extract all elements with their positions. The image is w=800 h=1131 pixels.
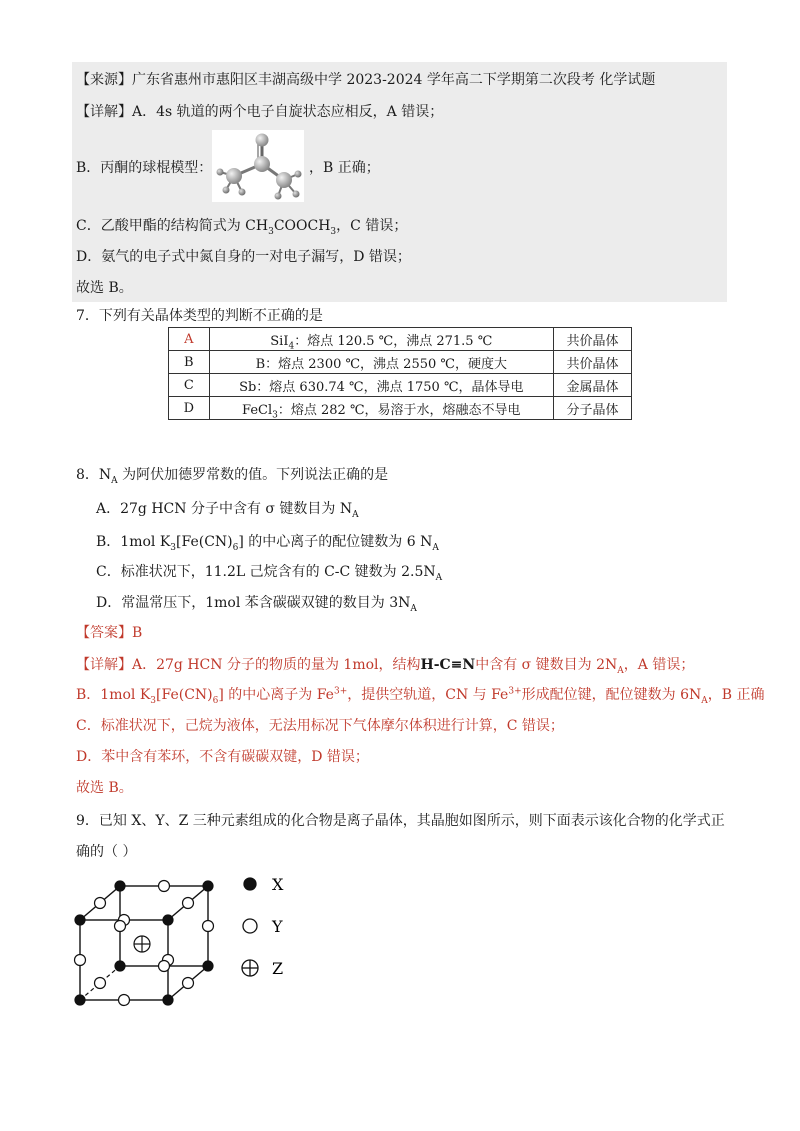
q6-explain-c: C．乙酸甲酯的结构简式为 $CH_3COOCH_3$，C 错误； <box>76 218 408 237</box>
x-ion <box>203 881 213 891</box>
q8-option-c: C．标准状况下，11.2L 己烷含有的 C-C 键数为 $2.5N_A$ <box>96 564 443 583</box>
row-description: FeCl$_3$：熔点 282 ℃，易溶于水，熔融态不导电 <box>209 397 553 420</box>
prev-question-explanation-box <box>72 62 727 302</box>
unit-cell-legend <box>240 872 310 984</box>
q7-question: 7．下列有关晶体类型的判断不正确的是 <box>76 308 323 324</box>
hydrogen-atom <box>275 193 282 200</box>
y-ion <box>159 961 170 972</box>
methyl-carbon-atom <box>226 168 242 184</box>
q8-answer: 【答案】B <box>76 625 143 641</box>
y-ion <box>119 995 130 1006</box>
q9-question-line-1: 9．已知 X、Y、Z 三种元素组成的化合物是离子晶体，其晶胞如图所示，则下面表示该化合物的化学式正 <box>76 813 725 829</box>
legend-y-symbol <box>243 919 257 933</box>
acetone-ball-stick-model <box>212 130 304 202</box>
q8-explain-a: 【详解】A．27g HCN 分子的物质的量为 1mol，结构H-C≡N中含有 σ 键数目为 $2N_A$，A 错误； <box>76 657 695 676</box>
q6-explain-d: D．氨气的电子式中氮自身的一对电子漏写，D 错误； <box>76 249 411 265</box>
unit-cell-diagram <box>72 878 222 1008</box>
hydrogen-atom <box>217 169 224 176</box>
row-description: B：熔点 2300 ℃，沸点 2550 ℃，硬度大 <box>209 351 553 374</box>
hydrogen-atom <box>239 189 246 196</box>
row-crystal-type: 金属晶体 <box>553 374 631 397</box>
x-ion <box>163 915 173 925</box>
y-ion <box>203 921 214 932</box>
q8-explain-b: B．1mol $K_3[Fe(CN)_6]$ 的中心离子为 $Fe^{3+}$，提供空轨道，CN 与 $Fe^{3+}$形成配位键，配位键数为 $6N_A$，B 正确 <box>76 686 765 706</box>
legend-z-label: Z <box>272 959 284 978</box>
y-ion <box>115 921 126 932</box>
legend-y-label: Y <box>272 917 283 936</box>
y-ion <box>75 955 86 966</box>
legend-z-symbol <box>242 960 258 976</box>
x-ion <box>203 961 213 971</box>
row-crystal-type: 共价晶体 <box>553 351 631 374</box>
q8-stem: 8．$N_A$ 为阿伏加德罗常数的值。下列说法正确的是 <box>76 467 389 486</box>
q8-explain-c: C．标准状况下，己烷为液体，无法用标况下气体摩尔体积进行计算，C 错误； <box>76 718 564 734</box>
table-row <box>169 374 632 397</box>
table-row <box>169 397 632 420</box>
q6-conclusion: 故选 B。 <box>76 280 133 296</box>
crystal-type-table <box>168 327 632 420</box>
q6-explain-b-prefix: B．丙酮的球棍模型： <box>76 160 213 176</box>
y-ion <box>183 898 194 909</box>
row-label: D <box>169 397 210 420</box>
methyl-carbon-atom <box>276 172 292 188</box>
x-ion <box>115 961 125 971</box>
x-ion <box>163 995 173 1005</box>
q8-explain-d: D．苯中含有苯环，不含有碳碳双键，D 错误； <box>76 749 369 765</box>
q8-option-b: B．1mol $K_3[Fe(CN)_6]$ 的中心离子的配位键数为 6 $N_A$ <box>96 534 439 553</box>
table-row <box>169 351 632 374</box>
q6-explain-b-suffix: ，B 正确； <box>309 160 380 176</box>
y-ion <box>95 898 106 909</box>
q8-option-a: A．27g HCN 分子中含有 σ 键数目为 $N_A$ <box>96 501 359 520</box>
hydrogen-atom <box>293 191 300 198</box>
q6-explain-a: 【详解】A．4s 轨道的两个电子自旋状态应相反，A 错误； <box>76 104 444 120</box>
carbonyl-carbon-atom <box>254 156 270 172</box>
row-label: A <box>169 328 210 351</box>
table-row <box>169 328 632 351</box>
legend-x-label: X <box>272 875 284 894</box>
row-crystal-type: 分子晶体 <box>553 397 631 420</box>
x-ion <box>75 915 85 925</box>
q8-option-d: D．常温常压下，1mol 苯含碳碳双键的数目为 $3N_A$ <box>96 595 417 614</box>
y-ion <box>183 978 194 989</box>
row-crystal-type: 共价晶体 <box>553 328 631 351</box>
legend-x-symbol <box>244 878 256 890</box>
y-ion <box>159 881 170 892</box>
row-label: B <box>169 351 210 374</box>
row-description: Sb：熔点 630.74 ℃，沸点 1750 ℃，晶体导电 <box>209 374 553 397</box>
oxygen-atom <box>256 134 269 147</box>
hydrogen-atom <box>223 187 230 194</box>
row-label: C <box>169 374 210 397</box>
x-ion <box>115 881 125 891</box>
hydrogen-atom <box>295 171 302 178</box>
q9-question-line-2: 确的（ ） <box>76 844 137 860</box>
z-ion <box>134 936 150 952</box>
x-ion <box>75 995 85 1005</box>
row-description: SiI$_4$：熔点 120.5 ℃，沸点 271.5 ℃ <box>209 328 553 351</box>
q8-conclusion: 故选 B。 <box>76 780 133 796</box>
source-line: 【来源】广东省惠州市惠阳区丰湖高级中学 2023-2024 学年高二下学期第二次段考 化学试题 <box>76 72 656 88</box>
y-ion <box>95 978 106 989</box>
